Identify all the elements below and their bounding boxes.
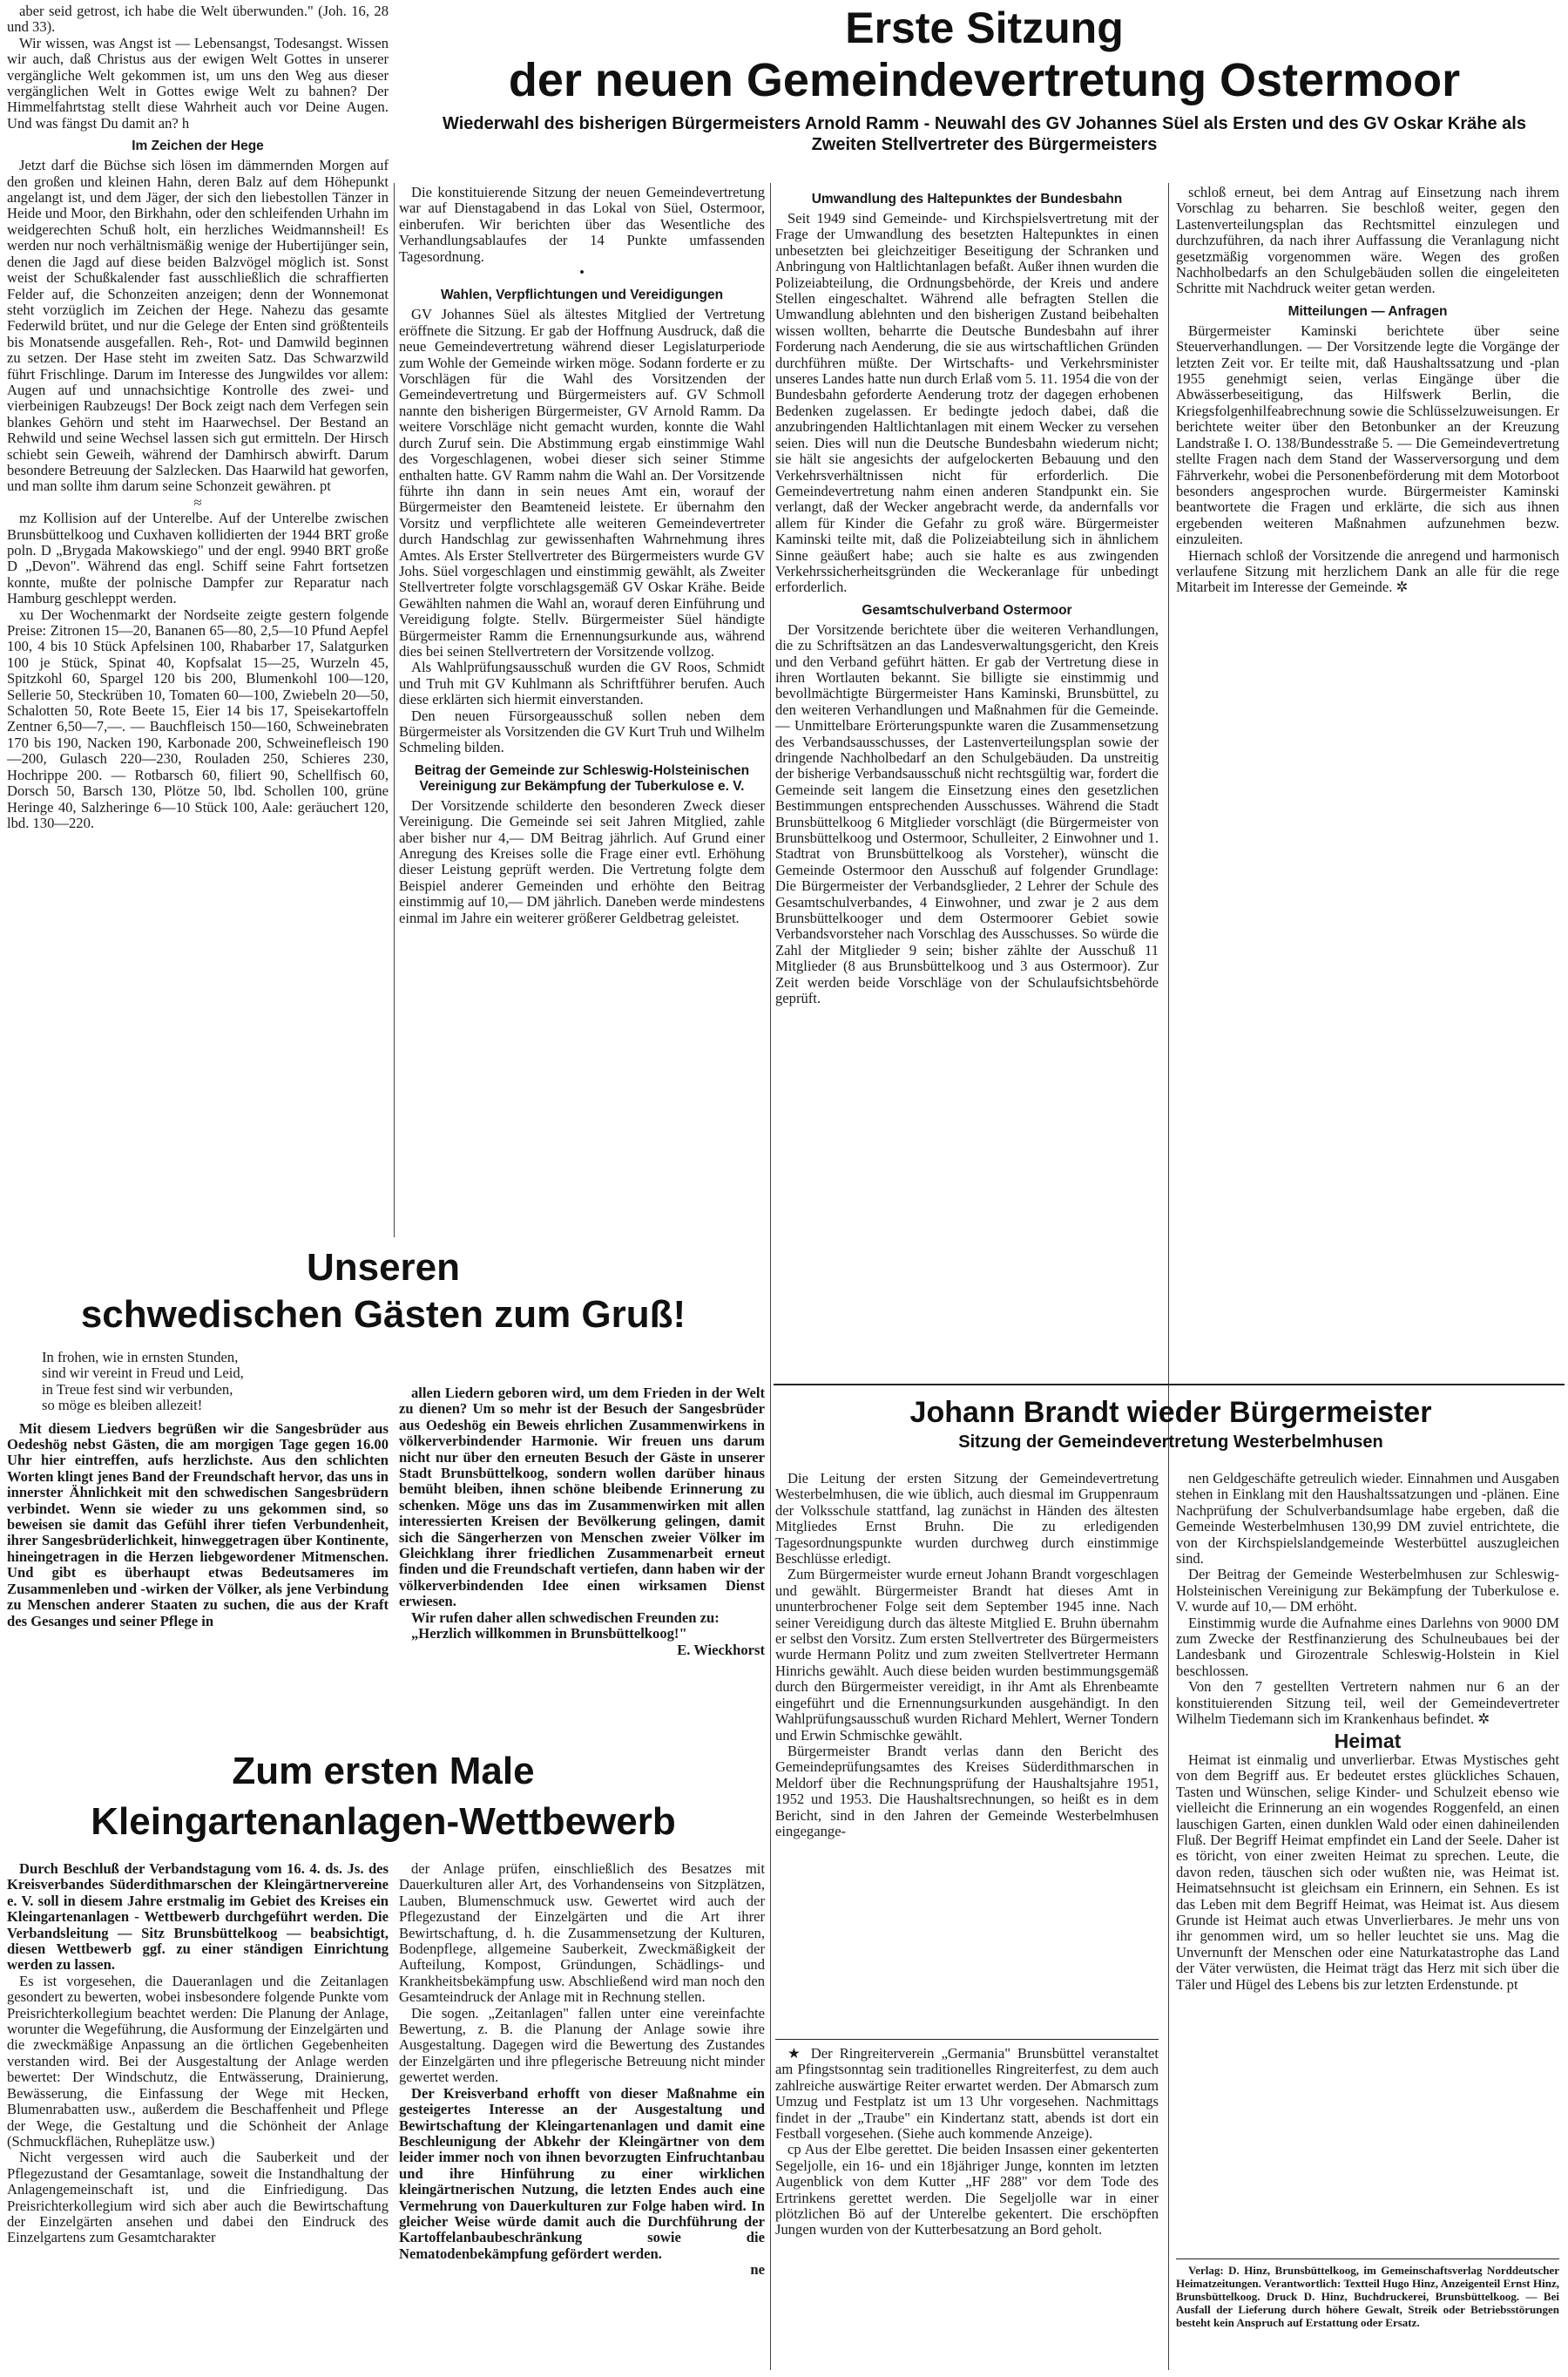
- brandt-column-3: [775, 1471, 1159, 2028]
- column-4-ostermoor: [1176, 185, 1559, 786]
- paragraph: Die Leitung der ersten Sitzung der Gemeindevertretung Westerbelmhusen, die wie üblich, auch diesmal im Gruppenraum der Volksschule stattfand, lag zunächst in Händen des ältesten Mitgliedes Ernst Bruhn. Die zu erledigenden Tagesordnungspunkte wurden durchweg durch einstimmige Beschlüsse erledigt.: [775, 1471, 1159, 1568]
- paragraph: Der Vorsitzende berichtete über die weiteren Verhandlungen, die zu Schriftsätzen an das Landesverwaltungsgericht, den Kreis und den Verband geführt hätten. Er gab der Vertretung diese in ihren Wortlauten bekannt. Sie billigte sie einstimmig und bevollmächtigte Bürgermeister Hans Kaminski, Brunsbüttel, zu den weiteren Verhandlungen und Maßnahmen für die Gemeinde. — Unmittelbare Erörterungspunkte waren die Zusammensetzung des Verbandsausschusses, der Lastenverteilungsplan sowie der dringende Nachholbedarf an den Schulgebäuden. Da unstreitig der bisherige Verbandsausschuß nicht rechtsgültig war, fordert die Gemeinde seit langem die Einsetzung eines den gesetzlichen Bestimmungen entsprechenden Ausschusses. Während die Stadt Brunsbüttelkoog 6 Mitglieder vorschlägt (die Bürgermeister von Brunsbüttelkoog und Ostermoor, Schulleiter, 2 Einwohner und 1. Stadtrat von Brunsbüttelkoog als Vorsteher), wünscht die Gemeinde Ostermoor den Ausschuß auf folgender Grundlage: Die Bürgermeister der Verbandsglieder, 2 Lehrer der Schule des Gesamtschulverbandes, 4 Einwohner, und zwar je 2 aus dem Brunsbüttelkooger und dem Ostermoorer Gebiet sowie Verbandsvorsteher nach Vorschlag des Ausschusses. So würde die Zahl der Mitglieder 9 sein; bisher zählte der Ausschuß 11 Mitglieder (8 aus Brunsbüttelkoog und 3 aus Ostermoor). Zur Zeit werden beide Vorschläge von der Schulaufsichtsbehörde geprüft.: [775, 620, 1159, 1007]
- paragraph: Hiernach schloß der Vorsitzende die anregend und harmonisch verlaufene Sitzung mit herzlichem Dank an alle für die rege Mitarbeit im Interesse der Gemeinde. ✲: [1176, 546, 1559, 596]
- headline-line-1: Erste Sitzung: [845, 3, 1124, 52]
- main-subheadline: Wiederwahl des bisherigen Bürgermeisters Arnold Ramm - Neuwahl des GV Johannes Süel als Ersten und des GV Oskar Krähe als Zweiten Stellvertreter des Bürgermeisters: [443, 114, 1526, 154]
- column-divider: [1168, 183, 1169, 2370]
- imprint: [1176, 2264, 1559, 2373]
- paragraph: allen Liedern geboren wird, um dem Frieden in der Welt zu dienen? Um so mehr ist der Besuch der Sangesbrüder aus Oedeshög ein Beweis ehrlichen Zusammenwirkens in völkerverbindender Harmonie. Wir freuen uns darum nicht nur über den erneuten Besuch der Gäste in unserer Stadt Brunsbüttelkoog, sondern wollen darüber hinaus bemüht bleiben, ihnen schöne bleibende Erinnerung zu schenken. Möge uns das im Zusammenwirken mit allen interessierten Kreisen der Bevölkerung gelingen, damit sich die Sängerherzen von Menschen zweier Völker im Gleichklang ihrer friedlichen Zusammenarbeit erneut finden und die Freundschaft vertiefen, dann haben wir der völkerverbindenden Idee einen wirksamen Dienst erwiesen.: [399, 1385, 765, 1610]
- local-notes: [775, 2046, 1159, 2373]
- paragraph: Heimat ist einmalig und unverlierbar. Etwas Mystisches geht von dem Begriff aus. Er bedeutet erstes glückliches Schauen, Tasten und Wünschen, selige Kinder- und Schulzeit ebenso wie vielleicht die Erinnerung an ein wogendes Roggenfeld, an einen lauschigen Garten, einen dunklen Wald oder einen dahineilenden Fluß. Der Begriff Heimat empfindet ein Land der Seele. Daher ist es töricht, von einer zweiten Heimat zu sprechen. Leute, die davon reden, täuschen sich oder wußten nie, was Heimat ist. Heimatsehnsucht ist gleichsam ein Erinnern, ein Sehnen. Es ist das Leben mit dem Begriff Heimat, was Heimat ist. Aus diesem Grunde ist Heimat auch etwas Unverlierbares. Je mehr uns von ihr genommen wird, um so heller leuchtet sie uns. Mag die Unvernunft der Menschen oder eine Naturkatastrophe das Land der Väter verwüsten, die Heimat trägt das Herz mit sich über die Täler und Hügel des Lebens bis zur letzten Erdenstunde. pt: [1176, 1751, 1559, 1993]
- section-heading: Umwandlung des Haltepunktes der Bundesbahn: [811, 192, 1123, 207]
- paragraph: Nicht vergessen wird auch die Sauberkeit und der Pflegezustand der Gesamtanlage, soweit die Instandhaltung der Anlagengemeinschaft ist, und die Einfriedigung. Das Preisrichterkollegium wird sich aber auch die Bewirtschaftung der Einzelgärten ansehen und dabei den Eindruck des Einzelgartens zum Gesamtcharakter: [7, 2149, 389, 2246]
- garden-headline: [0, 1746, 767, 1847]
- paragraph: Die konstituierende Sitzung der neuen Gemeindevertretung war auf Dienstagabend in das Lokal von Süel, Ostermoor, einberufen. Wir berichten über das Wesentliche des Verhandlungsablaufes der 14 Punkte umfassenden Tagesordnung.: [399, 185, 765, 265]
- paragraph: cp Aus der Elbe gerettet. Die beiden Insassen einer gekenterten Segeljolle, ein 16- und ein 18jähriger Junge, konnten im letzten Augenblick von dem Kutter „HF 288" vor dem Tode des Ertrinkens gerettet werden. Die Segeljolle war in einer plötzlichen Bö auf der Unterelbe gekentert. Die erschöpften Jungen wurden von der Kutterbesatzung an Bord geholt.: [775, 2141, 1159, 2238]
- section-rule: [774, 1384, 1565, 1385]
- paragraph: Bürgermeister Brandt verlas dann den Bericht des Gemeindeprüfungsamtes des Kreises Süderdithmarschen in Meldorf über die Rechnungsprüfung der Haushaltsjahre 1951, 1952 und 1953. Die Haushaltsrechnungen, so heißt es in dem Bericht, sind in den Jahren der Gemeinde Westerbelmhusen eingegange-: [775, 1742, 1159, 1839]
- main-headline: [401, 3, 1568, 155]
- article-heading: Heimat: [1334, 1729, 1402, 1752]
- paragraph: ★ Der Ringreiterverein „Germania" Brunsbüttel veranstaltet am Pfingstsonntag sein traditionelles Ringreiterfest, zu dem auch zahlreiche auswärtige Reiter erwartet werden. Der Abmarsch zum Umzug und Festplatz ist um 13 Uhr vorgesehen. Nachmittags findet in der „Traube" ein Kindertanz statt, abends ist dort ein Festball vorgesehen. (Siehe auch kommende Anzeige).: [775, 2046, 1159, 2143]
- garden-headline-line-1: Zum ersten Male: [232, 1750, 535, 1792]
- brandt-column-4: [1176, 1471, 1559, 2255]
- brandt-subheadline: Sitzung der Gemeindevertretung Westerbelmhusen: [958, 1432, 1383, 1452]
- column-divider: [770, 183, 771, 2370]
- poem: In frohen, wie in ernsten Stunden, sind wir vereint in Freud und Leid, in Treue fest sind wir verbunden, so möge es bleiben allezeit!: [42, 1349, 244, 1414]
- paragraph: Wir wissen, was Angst ist — Lebensangst, Todesangst. Wissen wir auch, daß Christus aus der ewigen Welt Gottes in unserer vergängliche Welt gekommen ist, um uns den Weg aus dieser vergänglichen Welt in Gottes ewige Welt zu bahnen? Der Himmelfahrtstag stellt diese Wahrheit auch vor Deine Augen. Und was fängst Du damit an? h: [7, 34, 389, 132]
- paragraph: xu Der Wochenmarkt der Nordseite zeigte gestern folgende Preise: Zitronen 15—20, Bananen 65—80, 2,5—10 Pfund Aepfel 100, 4 bis 10 Stück Apfelsinen 100, Rhabarber 17, Salatgurken 100 je Stück, Spinat 40, Kopfsalat 15—25, Wurzeln 45, Spitzkohl 60, Spargel 120 bis 200, Blumenkohl 100—120, Sellerie 50, Steckrüben 10, Tomaten 60—100, Zwiebeln 20—50, Schalotten 50, Rote Beete 15, Eier 14 bis 17, Speisekartoffeln Zentner 6,50—7,—. — Bauchfleisch 150—160, Schweinebraten 170 bis 190, Nacken 190, Karbonade 200, Schweinefleisch 190—200, Gulasch 220—230, Rouladen 250, Schieres 230, Hochrippe 200. — Rotbarsch 60, filiert 90, Schellfisch 60, Dorsch 50, Barsch 130, Plötze 50, lbd. Schollen 100, grüne Heringe 40, Salzheringe 6—10 Stück 100, Aale: geräuchert 120, lbd. 130—220.: [7, 606, 389, 831]
- paragraph: Der Vorsitzende schilderte den besonderen Zweck dieser Vereinigung. Die Gemeinde sei seit Jahren Mitglied, zahle aber bisher nur 4,— DM Beitrag jährlich. Auf Grund einer Anregung des Kreises solle die Frage einer evtl. Erhöhung dieser Leistung geprüft werden. Die Vertretung folgte dem Beispiel anderer Gemeinden und erhöhte den Beitrag einstimmig auf 10,— DM jährlich. Daneben werde mindestens einmal im Jahre ein weiterer größerer Geldbetrag geleistet.: [399, 796, 765, 926]
- column-left-top: [7, 3, 389, 1245]
- paragraph: Von den 7 gestellten Vertretern nahmen nur 6 an der konstituierenden Sitzung teil, weil der Gemeindevertreter Wilhelm Tiedemann sich im Krankenhaus befindet. ✲: [1176, 1678, 1559, 1728]
- column-3-ostermoor: [775, 185, 1159, 1370]
- garden-column-1: [7, 1861, 389, 2375]
- section-heading: Beitrag der Gemeinde zur Schleswig-Holsteinischen Vereinigung zur Bekämpfung der Tuberkulose e. V.: [414, 762, 750, 794]
- paragraph: Der Beitrag der Gemeinde Westerbelmhusen zur Schleswig-Holsteinischen Vereinigung zur Bekämpfung der Tuberkulose e. V. wurde auf 10,— DM erhöht.: [1176, 1566, 1559, 1615]
- paragraph: Verlag: D. Hinz, Brunsbüttelkoog, im Gemeinschaftsverlag Norddeutscher Heimatzeitungen. Verantwortlich: Textteil Hugo Hinz, Anzeigenteil Ernst Hinz, Brunsbüttelkoog. Druck D. Hinz, Buchdruckerei, Brunsbüttelkoog. — Bei Ausfall der Lieferung durch höhere Gewalt, Streik oder Betriebsstörungen besteht kein Anspruch auf Erstattung oder Ersatz.: [1176, 2264, 1559, 2329]
- section-rule: [775, 2039, 1159, 2040]
- swedish-column-2: [399, 1385, 765, 1743]
- section-heading: Wahlen, Verpflichtungen und Vereidigungen: [440, 288, 724, 303]
- paragraph: Einstimmig wurde die Aufnahme eines Darlehns von 9000 DM zum Zwecke der Restfinanzierung des Schulneubaues bei der Landesbank und Girozentrale Schleswig-Holstein in Kiel beschlossen.: [1176, 1614, 1559, 1679]
- paragraph: Mit diesem Liedvers begrüßen wir die Sangesbrüder aus Oedeshög nebst Gästen, die am morgigen Tage gegen 16.00 Uhr hier eintreffen, aufs herzlichste. Aus den schlichten Worten klingt jenes Band der Freundschaft hervor, das uns in innerster Ähnlichkeit mit den schwedischen Sangesbrüdern verbindet. Wenn sie wieder zu uns gekommen sind, so beweisen sie damit das Gefühl ihrer tiefen Verbundenheit, ihrer Sangesbrüderlichkeit, hinweggetragen über Kontinente, hineingetragen in die Herzen liebgewordener Mitmenschen. Und gibt es überhaupt etwas Bedeutsameres im Zusammenleben und -wirken der Völker, als jene Verbindung zu Menschen anderer Staaten zu suchen, die aus der Kraft des Gesanges und seiner Pflege in: [7, 1419, 389, 1629]
- paragraph: Die sogen. „Zeitanlagen" fallen unter eine vereinfachte Bewertung, z. B. die Planung der Anlage sowie ihre Ausgestaltung. Dagegen wird die Bewertung des Zustandes der Einzelgärten und ihre pflegerische Betreuung nicht minder gewertet werden.: [399, 2004, 765, 2086]
- paragraph: Jetzt darf die Büchse sich lösen im dämmernden Morgen auf den großen und kleinen Hahn, deren Balz auf dem Höhepunkt angelangt ist, und dem Jäger, der sich den liebestollen Tänzer in Heide und Moor, den Birkhahn, oder den schleifenden Urhahn im weidgerechten Schuß holt, ein herzliches Weidmannsheil! Es werden nur noch verhältnismäßig wenige der Hubertijünger sein, denen die Jagd auf diese beiden Balzvögel möglich ist. Sonst weist der Schußkalender fast ausschließlich die schraffierten Felder auf, die Schonzeiten anzeigen; denn der Wonnemonat steht vorzüglich im Zeichen der Hege. Nahezu das gesamte Federwild brütet, und nur die Gelege der Enten sind größtenteils bis Monatsende ausgefallen. Reh-, Rot- und Damwild beginnen zu setzen. Der Hase steht im zweiten Satz. Das Schwarzwild führt Frischlinge. Darum im Interesse des Jungwildes vor allem: Augen auf und unnachsichtige Kontrolle des zwei- und vierbeinigen Raubzeugs! Der Bock zeigt nach dem Verfegen sein blankes Gehörn und steht im Haarwechsel. Der Bestand an Rehwild und seine Wechsel lassen sich gut ermitteln. Der Hirsch schiebt sein Geweih, während der Damhirsch abwirft. Darum besondere Betreuung der Salzlecken. Das Haarwild hat geworfen, und man sollte ihm darum seine Schonzeit gewähren. pt: [7, 157, 389, 495]
- headline-line-2: der neuen Gemeindevertretung Ostermoor: [508, 54, 1461, 106]
- column-2-ostermoor: [399, 185, 765, 1239]
- garden-headline-line-2: Kleingartenanlagen-Wettbewerb: [91, 1800, 676, 1843]
- signature: ne: [750, 2261, 765, 2279]
- paragraph: GV Johannes Süel als ältestes Mitglied der Vertretung eröffnete die Sitzung. Er gab der Hoffnung Ausdruck, daß die neue Gemeindevertretung während dieser Legislaturperiode zum Wohle der Gemeinde wirken möge. Sodann forderte er zu Vorschlägen für die Wahl des Vorsitzenden der Gemeindevertretung und Bürgermeisters auf. GV Schmoll nannte den bisherigen Bürgermeister, GV Arnold Ramm. Da weitere Vorschläge nicht gemacht wurden, konnte die Wahl durch Zuruf sein. Die Abstimmung ergab einstimmige Wahl des Vorgeschlagenen, wobei dieser sich seiner Stimme enthalten hatte. GV Ramm nahm die Wahl an. Der Vorsitzende führte ihn dann in sein neues Amt ein, worauf der Bürgermeister den Beamteneid leistete. Er übernahm den Vorsitz und verpflichtete alle weiteren Gemeindevertreter durch Handschlag zur gewissenhaften Wahrnehmung ihres Amtes. Als Erster Stellvertreter des Bürgermeisters wurde GV Johs. Süel vorgeschlagen und einstimmig gewählt, als Zweiter Stellvertreter folgte vorschlagsgemäß GV Oskar Krähe. Beide Gewählten nahmen die Wahl an, worauf deren Einführung und Vereidigung folgte. Stellv. Bürgermeister Süel händigte Bürgermeister Ramm die Ernennungsurkunde aus, während dies bei seinen Stellvertretern der Vorsitzende vollzog.: [399, 306, 765, 660]
- paragraph: Zum Bürgermeister wurde erneut Johann Brandt vorgeschlagen und gewählt. Bürgermeister Brandt hat dieses Amt in ununterbrochener Folge seit dem September 1945 inne. Nach seiner Vereidigung durch das älteste Mitglied E. Bruhn übernahm er selbst den Vorsitz. Zum ersten Stellvertreter des Bürgermeisters wurde Hermann Politz und zum zweiten Stellvertreter Hermann Hinrichs gewählt. Auch diese beiden wurden bestimmungsgemäß durch den Bürgermeister vereidigt, in ihr Amt als Ehrenbeamte eingeführt und die Ernennungsurkunden ausgehändigt. In den Wahlprüfungsausschuß wurden Richard Mehlert, Werner Tondern und Erwin Schmischke gewählt.: [775, 1566, 1159, 1744]
- swedish-headline-line-1: Unseren: [306, 1246, 461, 1289]
- paragraph: „Herzlich willkommen in Brunsbüttelkoog!": [411, 1625, 687, 1642]
- swedish-column-1: [7, 1346, 389, 1743]
- brandt-headline-title: Johann Brandt wieder Bürgermeister: [909, 1396, 1432, 1429]
- paragraph: nen Geldgeschäfte getreulich wieder. Einnahmen und Ausgaben stehen in Einklang mit den Haushaltssatzungen und -plänen. Eine Nachprüfung der Schulverbandsumlage habe ergeben, daß die Gemeinde Westerbelmhusen 130,99 DM zuviel entrichtete, die von der Kirchspielslandgemeinde Westerbüttel auszugleichen sind.: [1176, 1471, 1559, 1568]
- section-heading: Mitteilungen — Anfragen: [1288, 303, 1448, 319]
- paragraph: Durch Beschluß der Verbandstagung vom 16. 4. ds. Js. des Kreisverbandes Süderdithmarschen der Kleingärtnervereine e. V. soll in diesem Jahre erstmalig im Gebiet des Kreises ein Kleingartenanlagen - Wettbewerb durchgeführt werden. Die Verbandsleitung — Sitz Brunsbüttelkoog — beabsichtigt, diesen Wettbewerb ggf. zu einer ständigen Einrichtung werden zu lassen.: [7, 1861, 389, 1974]
- signature: E. Wieckhorst: [677, 1641, 765, 1658]
- garden-column-2: [399, 1861, 765, 2375]
- paragraph: aber seid getrost, ich habe die Welt überwunden." (Joh. 16, 28 und 33).: [7, 3, 389, 36]
- brandt-headline: [774, 1394, 1568, 1453]
- section-heading: Im Zeichen der Hege: [132, 139, 264, 154]
- swedish-headline-line-2: schwedischen Gästen zum Gruß!: [80, 1293, 686, 1336]
- column-divider: [394, 183, 395, 1237]
- paragraph: mz Kollision auf der Unterelbe. Auf der Unterelbe zwischen Brunsbüttelkoog und Cuxhaven kollidierten der 1944 BRT große poln. D „Brygada Makowskiego" und der engl. 9940 BRT große D „Devon". Während das engl. Schiff seine Fahrt fortsetzen konnte, mußte der polnische Dampfer zur Reparatur nach Hamburg geschleppt werden.: [7, 510, 389, 607]
- paragraph: Wir rufen daher allen schwedischen Freunden zu:: [411, 1608, 720, 1626]
- paragraph: Es ist vorgesehen, die Daueranlagen und die Zeitanlagen gesondert zu bewerten, wobei insbesondere folgende Punkte vom Preisrichterkollegium beachtet werden: Die Planung der Anlage, worunter die Wegeführung, die Ausformung der Einzelgärten und die zweckmäßige Anpassung an die örtlichen Gegebenheiten verstanden wird. Bei der Ausgestaltung der Anlage werden bewertet: Der Windschutz, die Entwässerung, Drainierung, Bewässerung, die Einfassung der Wege mit Hecken, Blumenrabatten usw., außerdem die Beschaffenheit und Pflege der Wege, die Gestaltung und die Schönheit der Anlage (Schmuckflächen, Ruheplätze usw.): [7, 1972, 389, 2150]
- separator: ≈: [193, 493, 202, 511]
- paragraph: Bürgermeister Kaminski berichtete über seine Steuerverhandlungen. — Der Vorsitzende legte die Vorgänge der letzten Zeit vor. Er teilte mit, daß Haushaltssatzung und -plan 1955 genehmigt seien, verlas Eingänge über die Abwässerbeseitigung, das Hilfswerk Berlin, die Kriegsfolgenhilfeabrechnung sowie die Schlüsselzuweisungen. Er berichtete weiter über den Betonbunker an der Kreuzung Landstraße I. O. 138/Bundesstraße 5. — Die Gemeindevertretung stellte Fragen nach dem Stand der Wasserversorgung und dem Fährverkehr, wobei die Personenbeförderung mit dem Motorboot besonders angesprochen wurde. Bürgermeister Kaminski beantwortete die Fragen und erklärte, die sich aus ihnen ergebenden weiteren Maßnahmen aufzunehmen bezw. einzuleiten.: [1176, 322, 1559, 548]
- swedish-headline: [0, 1244, 767, 1338]
- section-heading: Gesamtschulverband Ostermoor: [862, 602, 1072, 618]
- paragraph: der Anlage prüfen, einschließlich des Besatzes mit Dauerkulturen aller Art, des Vorhandenseins von Sitzplätzen, Lauben, Blumenschmuck usw. Gewertet wird auch der Pflegezustand der Einzelgärten und die Art ihrer Bewirtschaftung, d. h. die Zusammensetzung der Kulturen, Bodenpflege, allgemeine Sauberkeit, Zweckmäßigkeit der Aufteilung, Kompost, Gründungen, Schädlings- und Krankheitsbekämpfung usw. Abschließend wird man noch den Gesamteindruck der Anlage mit in Rechnung stellen.: [399, 1861, 765, 2006]
- paragraph: schloß erneut, bei dem Antrag auf Einsetzung nach ihrem Vorschlag zu beharren. Sie beschloß weiter, gegen den Lastenverteilungsplan das Rechtsmittel einzulegen und durchzuführen, da nach ihrer Auffassung die Veranlagung nicht gesetzmäßig vorgenommen wäre. Wegen des großen Nachholbedarfs an den Schulgebäuden sollen die eingeleiteten Schritte mit Nachdruck weiter getan werden.: [1176, 185, 1559, 297]
- separator: •: [579, 264, 585, 281]
- paragraph: Seit 1949 sind Gemeinde- und Kirchspielsvertretung mit der Frage der Umwandlung des besetzten Haltepunktes in einen unbesetzten bei gleichzeitiger Beseitigung der Schranken und Anbringung von Haltlichtanlagen befaßt. Außer ihnen wurden die Polizeiabteilung, die Ordnungsbehörde, der Kreis und andere Stellen eingeschaltet. Während alle befragten Stellen die Umwandlung ablehnten und den bisherigen Zustand beibehalten wissen wollten, beharrte die Deutsche Bundesbahn auf ihrer Forderung nach Aenderung, die sie aus wirtschaftlichen Gründen durchführen müßte. Der Wirtschafts- und Verkehrsminister unseres Landes hatte nun durch Erlaß vom 5. 11. 1954 die von der Bundesbahn geforderte Aenderung trotz der dagegen erhobenen Bedenken zugelassen. Er bedingte jedoch dabei, daß die anzubringenden Haltlichtanlagen mit einem Wecker zu versehen seien. Dies will nun die Deutsche Bundesbahn wiederum nicht; sie hält sie angesichts der aufgelockerten Bebauung und den Verkehrsverhältnissen nicht für erforderlich. Die Gemeindevertretung nahm einen anderen Standpunkt ein. Sie verlangt, daß der Wecker angebracht werde, da andernfalls vor allem für Kinder die Gefahr zu groß wäre. Bürgermeister Kaminski teilte mit, daß die Polizeiabteilung sich in ähnlichem Sinne geäußert habe; auch sie halte es aus zwingenden Verkehrssicherheitsgründen die Weckeranlage für unbedingt erforderlich.: [775, 210, 1159, 596]
- paragraph: Als Wahlprüfungsausschuß wurden die GV Roos, Schmidt und Truh mit GV Kuhlmann als Schriftführer berufen. Auch diese erklärten sich hiermit einverstanden.: [399, 659, 765, 708]
- paragraph: Den neuen Fürsorgeausschuß sollen neben dem Bürgermeister als Vorsitzenden die GV Kurt Truh und Wilhelm Schmeling bilden.: [399, 707, 765, 756]
- paragraph: Der Kreisverband erhofft von dieser Maßnahme ein gesteigertes Interesse an der Ausgestaltung und Bewirtschaftung der Kleingartenanlagen und damit eine Beschleunigung der Abkehr der Kleingärtner von dem leider immer noch von ihnen bevorzugten Einfruchtanbau und ihre Hinführung zu einer wirklichen kleingärtnerischen Nutzung, die letzten Endes auch eine Vermehrung von Dauerkulturen zur Folge haben wird. In gleicher Weise würde damit auch die Durchführung der Kartoffelanbaubeschränkung sowie die Nematodenbekämpfung gefördert werden.: [399, 2084, 765, 2262]
- section-rule: [1176, 2258, 1559, 2259]
